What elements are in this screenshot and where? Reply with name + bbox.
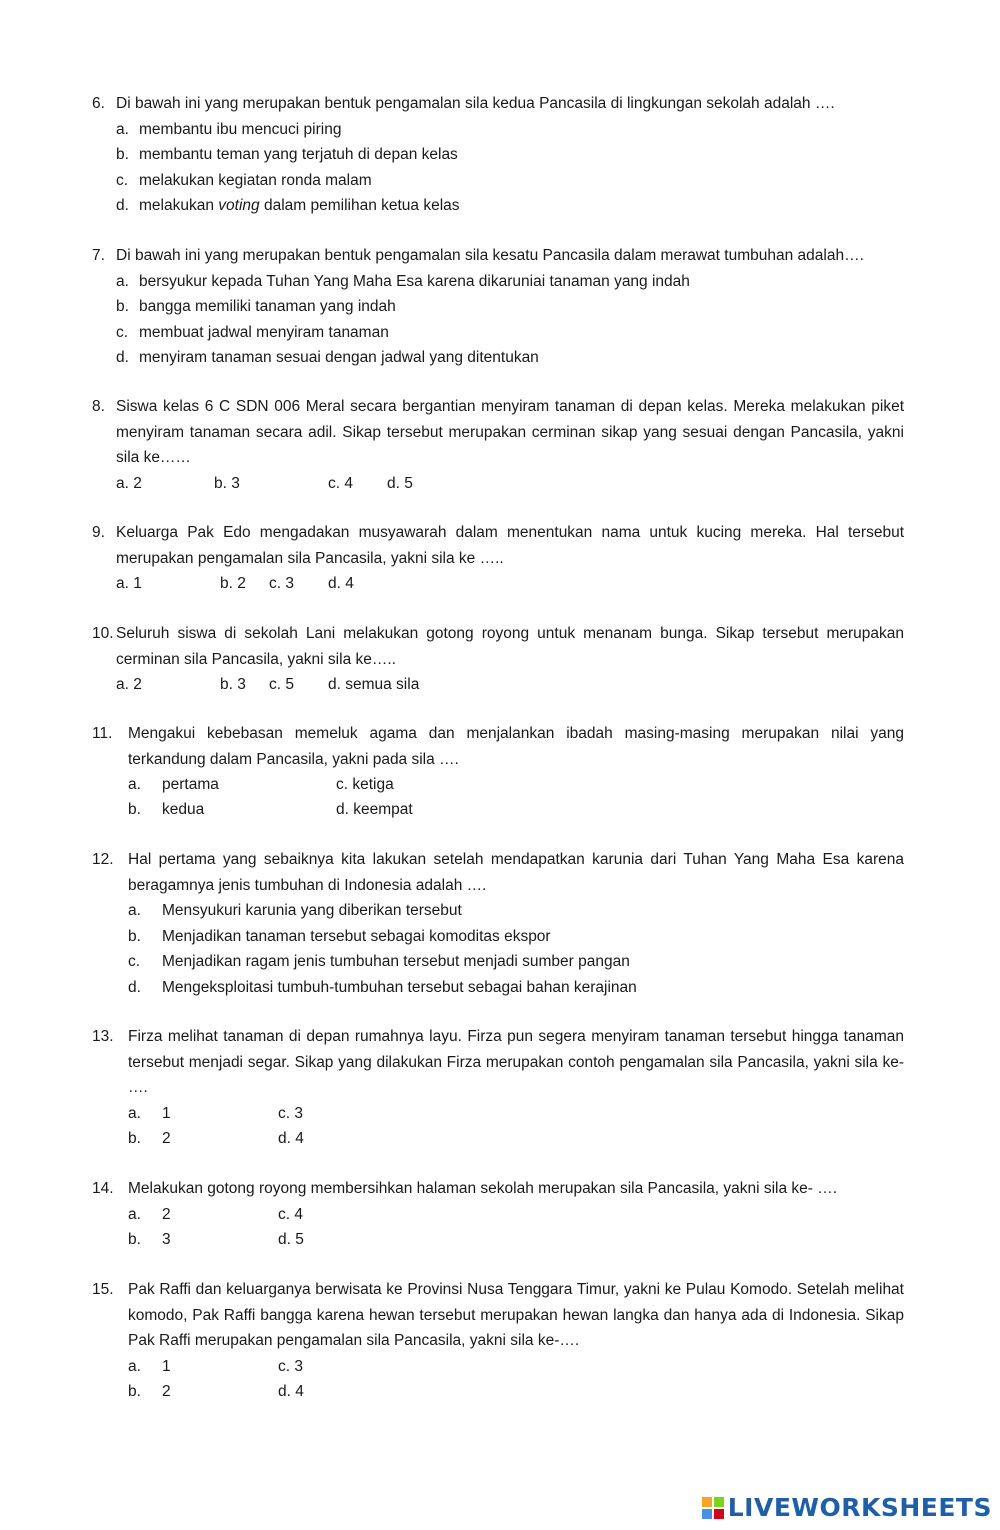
option-c[interactable]: c. 5 — [269, 676, 294, 693]
question-number: 10. — [92, 625, 114, 642]
question-text: Di bawah ini yang merupakan bentuk pengamalan sila kedua Pancasila di lingkungan sekolah adalah …. — [116, 95, 835, 112]
question-9 — [92, 520, 904, 597]
option-d[interactable]: d. Mengeksploitasi tumbuh-tumbuhan tersebut sebagai bahan kerajinan — [128, 978, 637, 996]
option-a[interactable]: a. bersyukur kepada Tuhan Yang Maha Esa karena dikaruniai tanaman yang indah — [116, 272, 690, 290]
question-7 — [92, 243, 904, 371]
option-d[interactable]: d. 5 — [387, 474, 413, 492]
option-b[interactable]: b. 2 — [128, 1129, 171, 1147]
question-number: 9. — [92, 524, 105, 541]
question-number: 15. — [92, 1281, 114, 1298]
question-11 — [92, 721, 904, 823]
option-c[interactable]: c. Menjadikan ragam jenis tumbuhan tersebut menjadi sumber pangan — [128, 953, 630, 970]
question-text: Seluruh siswa di sekolah Lani melakukan gotong royong untuk menanam bunga. Sikap tersebut merupakan cerminan sila Pancasila, yakni sila ke….. — [116, 625, 904, 668]
question-15 — [92, 1277, 904, 1405]
option-a[interactable]: a. 1 — [128, 1357, 171, 1375]
option-a[interactable]: a. 2 — [116, 676, 142, 693]
question-text: Firza melihat tanaman di depan rumahnya layu. Firza pun segera menyiram tanaman tersebut hingga tanaman tersebut menjadi segar. Sikap yang dilakukan Firza merupakan contoh pengamalan sila Pancasila, yakni sila ke- …. — [128, 1028, 904, 1096]
question-number: 12. — [92, 851, 114, 868]
question-text: Melakukan gotong royong membersihkan halaman sekolah merupakan sila Pancasila, yakni sila ke- …. — [128, 1180, 838, 1197]
option-a[interactable]: a. membantu ibu mencuci piring — [116, 120, 342, 138]
option-a[interactable]: a. 1 — [128, 1104, 171, 1122]
option-b[interactable]: b. 3 — [128, 1230, 171, 1248]
option-c[interactable]: c. ketiga — [336, 776, 394, 793]
option-c[interactable]: c. 3 — [278, 1357, 303, 1375]
option-d[interactable]: d. melakukan voting dalam pemilihan ketua kelas — [116, 197, 460, 214]
option-d[interactable]: d. 4 — [278, 1129, 304, 1147]
option-b[interactable]: b. 3 — [214, 474, 240, 492]
option-d[interactable]: d. menyiram tanaman sesuai dengan jadwal yang ditentukan — [116, 349, 539, 366]
option-c[interactable]: c. membuat jadwal menyiram tanaman — [116, 323, 389, 341]
question-text: Hal pertama yang sebaiknya kita lakukan setelah mendapatkan karunia dari Tuhan Yang Maha Esa karena beragamnya jenis tumbuhan di Indonesia adalah …. — [128, 851, 904, 894]
option-b[interactable]: b. 2 — [220, 575, 246, 592]
question-13 — [92, 1024, 904, 1152]
logo-text: LIVEWORKSHEETS — [727, 1493, 992, 1522]
question-number: 13. — [92, 1028, 114, 1045]
question-6 — [92, 91, 904, 219]
option-a[interactable]: a. Mensyukuri karunia yang diberikan tersebut — [128, 902, 462, 919]
option-c[interactable]: c. 3 — [278, 1104, 303, 1122]
option-b[interactable]: b. 3 — [220, 676, 246, 693]
option-a[interactable]: a. 2 — [128, 1205, 171, 1223]
option-a[interactable]: a. pertama — [128, 776, 219, 793]
question-text: Siswa kelas 6 C SDN 006 Meral secara bergantian menyiram tanaman di depan kelas. Mereka melakukan piket menyiram tanaman secara adil. Sikap tersebut merupakan cerminan sikap yang sesuai dengan Pancasila, yakni sila ke…… — [116, 398, 904, 466]
option-b[interactable]: b. membantu teman yang terjatuh di depan kelas — [116, 146, 458, 163]
option-b[interactable]: b. kedua — [128, 801, 205, 818]
question-8 — [92, 394, 904, 496]
option-d[interactable]: d. semua sila — [328, 676, 420, 693]
option-d[interactable]: d. 5 — [278, 1230, 304, 1248]
question-10 — [92, 621, 904, 698]
option-c[interactable]: c. melakukan kegiatan ronda malam — [116, 171, 372, 189]
option-a[interactable]: a. 2 — [116, 474, 142, 492]
question-number: 11. — [92, 725, 113, 742]
option-a[interactable]: a. 1 — [116, 575, 142, 592]
question-number: 14. — [92, 1180, 114, 1197]
option-d[interactable]: d. keempat — [336, 801, 413, 818]
option-d[interactable]: d. 4 — [278, 1382, 304, 1400]
question-12 — [92, 847, 904, 1000]
option-c[interactable]: c. 3 — [269, 575, 294, 592]
question-14 — [92, 1176, 904, 1253]
option-c[interactable]: c. 4 — [278, 1205, 303, 1223]
question-text: Di bawah ini yang merupakan bentuk pengamalan sila kesatu Pancasila dalam merawat tumbuhan adalah…. — [116, 247, 864, 264]
question-text: Keluarga Pak Edo mengadakan musyawarah dalam menentukan nama untuk kucing mereka. Hal tersebut merupakan pengamalan sila Pancasila, yakni sila ke ….. — [116, 524, 904, 567]
question-text: Mengakui kebebasan memeluk agama dan menjalankan ibadah masing-masing merupakan nilai yang terkandung dalam Pancasila, yakni pada sila …. — [128, 725, 904, 768]
option-d[interactable]: d. 4 — [328, 575, 354, 592]
option-c[interactable]: c. 4 — [328, 474, 353, 492]
liveworksheets-logo — [702, 1493, 992, 1522]
question-number: 8. — [92, 398, 105, 415]
question-number: 7. — [92, 247, 105, 264]
option-b[interactable]: b. Menjadikan tanaman tersebut sebagai komoditas ekspor — [128, 927, 551, 945]
logo-mark-icon — [702, 1497, 724, 1519]
option-b[interactable]: b. 2 — [128, 1382, 171, 1400]
option-b[interactable]: b. bangga memiliki tanaman yang indah — [116, 298, 396, 315]
question-text: Pak Raffi dan keluarganya berwisata ke Provinsi Nusa Tenggara Timur, yakni ke Pulau Komodo. Setelah melihat komodo, Pak Raffi bangga karena hewan tersebut merupakan hewan langka dan hanya ada di Indonesia. Sikap Pak Raffi merupakan pengamalan sila Pancasila, yakni sila ke-…. — [128, 1281, 904, 1349]
question-number: 6. — [92, 95, 105, 112]
